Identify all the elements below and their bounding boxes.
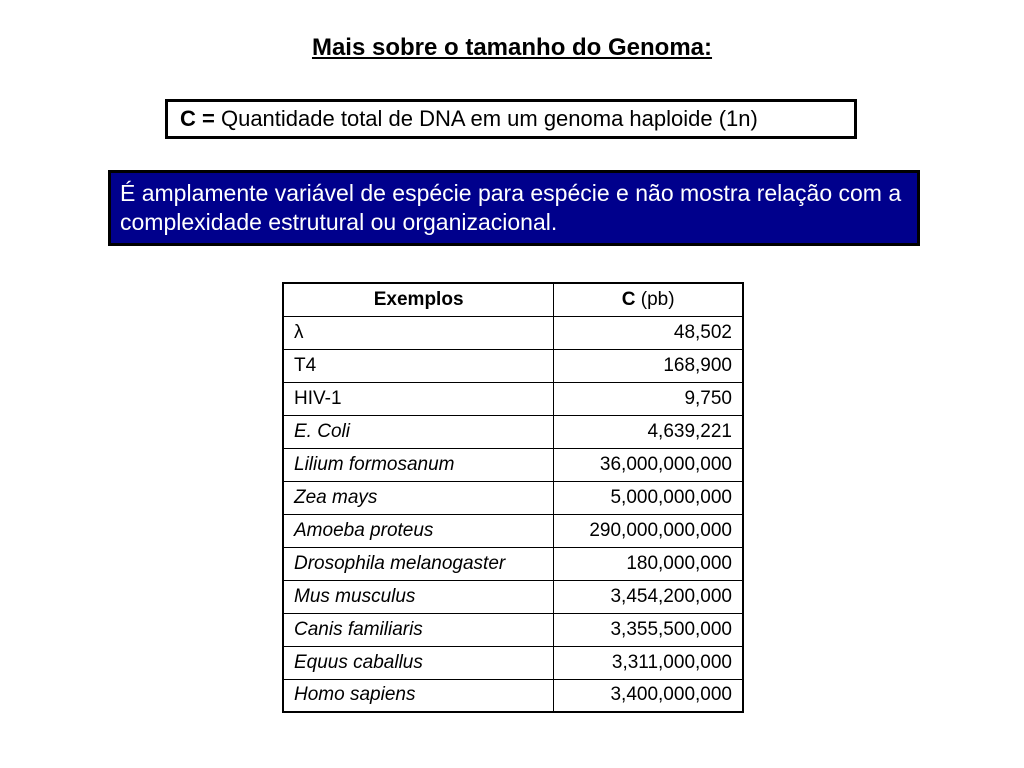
definition-label: C = xyxy=(180,106,215,131)
species-name: λ xyxy=(283,316,554,349)
table-row xyxy=(283,514,743,547)
genome-size-value: 3,311,000,000 xyxy=(554,646,743,679)
species-name: E. Coli xyxy=(283,415,554,448)
genome-size-table xyxy=(282,282,744,713)
table-header-row xyxy=(283,283,743,316)
genome-size-value: 3,355,500,000 xyxy=(554,613,743,646)
species-name: Homo sapiens xyxy=(283,679,554,712)
table-body xyxy=(283,316,743,712)
header-examples: Exemplos xyxy=(283,283,554,316)
genome-size-value: 9,750 xyxy=(554,382,743,415)
species-name: T4 xyxy=(283,349,554,382)
header-c-unit: (pb) xyxy=(635,288,675,310)
table-row xyxy=(283,613,743,646)
species-name: Mus musculus xyxy=(283,580,554,613)
genome-size-value: 36,000,000,000 xyxy=(554,448,743,481)
definition-text: Quantidade total de DNA em um genoma haploide (1n) xyxy=(214,106,758,131)
species-name: Canis familiaris xyxy=(283,613,554,646)
species-name: Amoeba proteus xyxy=(283,514,554,547)
table-row xyxy=(283,316,743,349)
table-row xyxy=(283,481,743,514)
header-c-label: C xyxy=(621,288,636,310)
table-row xyxy=(283,415,743,448)
note-text: É amplamente variável de espécie para espécie e não mostra relação com a complexidade estrutural ou organizacional. xyxy=(120,180,902,235)
genome-size-value: 48,502 xyxy=(554,316,743,349)
genome-size-value: 3,400,000,000 xyxy=(554,679,743,712)
table-row xyxy=(283,646,743,679)
note-box xyxy=(108,170,920,246)
species-name: Lilium formosanum xyxy=(283,448,554,481)
page-title: Mais sobre o tamanho do Genoma: xyxy=(311,34,713,61)
species-name: Equus caballus xyxy=(283,646,554,679)
species-name: HIV-1 xyxy=(283,382,554,415)
table-row xyxy=(283,580,743,613)
table-row xyxy=(283,679,743,712)
definition-box xyxy=(165,99,857,139)
genome-size-value: 3,454,200,000 xyxy=(554,580,743,613)
genome-size-value: 290,000,000,000 xyxy=(554,514,743,547)
genome-size-value: 180,000,000 xyxy=(554,547,743,580)
header-c-value xyxy=(554,283,743,316)
genome-size-value: 168,900 xyxy=(554,349,743,382)
table-row xyxy=(283,448,743,481)
species-name: Drosophila melanogaster xyxy=(283,547,554,580)
table-row xyxy=(283,349,743,382)
species-name: Zea mays xyxy=(283,481,554,514)
genome-size-value: 4,639,221 xyxy=(554,415,743,448)
table-row xyxy=(283,547,743,580)
table-row xyxy=(283,382,743,415)
genome-size-value: 5,000,000,000 xyxy=(554,481,743,514)
